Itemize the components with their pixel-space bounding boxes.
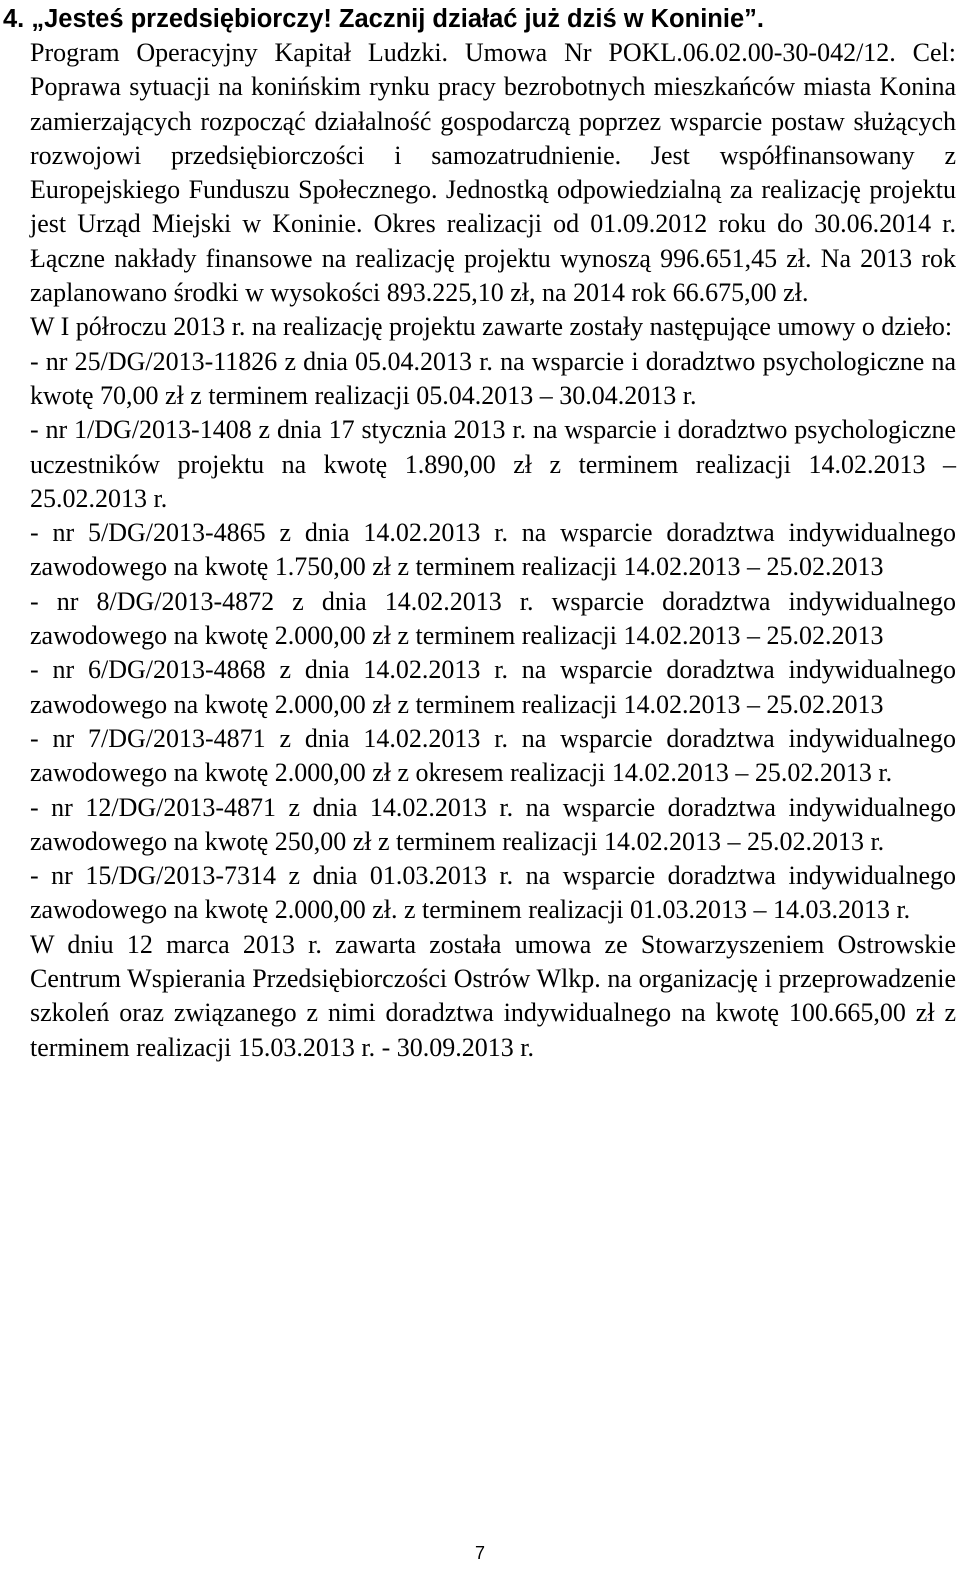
page-number: 7 <box>474 1543 485 1563</box>
closing-paragraph: W dniu 12 marca 2013 r. zawarta została umowa ze Stowarzyszeniem Ostrowskie Centrum Wspierania Przedsiębiorczości Ostrów Wlkp. na organizację i przeprowadzenie szkoleń oraz związanego z nimi doradztwa indywidualnego na kwotę 100.665,00 zł z terminem realizacji 15.03.2013 r. - 30.09.2013 r. <box>30 929 956 1062</box>
contract-item: - nr 1/DG/2013-1408 z dnia 17 stycznia 2013 r. na wsparcie i doradztwo psychologiczne uczestników projektu na kwotę 1.890,00 zł z terminem realizacji 14.02.2013 – 25.02.2013 r. <box>30 415 956 513</box>
contract-item: - nr 8/DG/2013-4872 z dnia 14.02.2013 r. wsparcie doradztwa indywidualnego zawodowego na kwotę 2.000,00 zł z terminem realizacji 14.02.2013 – 25.02.2013 <box>30 586 956 651</box>
section-heading: 4. „Jesteś przedsiębiorczy! Zacznij działać już dziś w Koninie”. <box>3 5 764 33</box>
contract-item: - nr 7/DG/2013-4871 z dnia 14.02.2013 r. na wsparcie doradztwa indywidualnego zawodowego na kwotę 2.000,00 zł z okresem realizacji 14.02.2013 – 25.02.2013 r. <box>30 723 956 788</box>
contract-item: - nr 25/DG/2013-11826 z dnia 05.04.2013 r. na wsparcie i doradztwo psychologiczne na kwotę 70,00 zł z terminem realizacji 05.04.2013 – 30.04.2013 r. <box>30 346 956 410</box>
section-body <box>30 36 956 1065</box>
contracts-intro: W I półroczu 2013 r. na realizację projektu zawarte zostały następujące umowy o dzieło: <box>30 312 953 342</box>
contract-item: - nr 15/DG/2013-7314 z dnia 01.03.2013 r. na wsparcie doradztwa indywidualnego zawodowego na kwotę 2.000,00 zł. z terminem realizacji 01.03.2013 – 14.03.2013 r. <box>30 861 956 925</box>
contract-item: - nr 5/DG/2013-4865 z dnia 14.02.2013 r. na wsparcie doradztwa indywidualnego zawodowego na kwotę 1.750,00 zł z terminem realizacji 14.02.2013 – 25.02.2013 <box>30 518 956 582</box>
intro-paragraph: Program Operacyjny Kapitał Ludzki. Umowa Nr POKL.06.02.00-30-042/12. Cel: Poprawa sytuacji na konińskim rynku pracy bezrobotnych mieszkańców miasta Konina zamierzających rozpocząć działalność gospodarczą poprzez wsparcie postaw służących rozwojowi przedsiębiorczości i samozatrudnienie. Jest współfinansowany z Europejskiego Funduszu Społecznego. Jednostką odpowiedzialną za realizację projektu jest Urząd Miejski w Koninie. Okres realizacji od 01.09.2012 roku do 30.06.2014 r. Łączne nakłady finansowe na realizację projektu wynoszą 996.651,45 zł. Na 2013 rok zaplanowano środki w wysokości 893.225,10 zł, na 2014 rok 66.675,00 zł. <box>30 38 956 308</box>
contract-item: - nr 12/DG/2013-4871 z dnia 14.02.2013 r. na wsparcie doradztwa indywidualnego zawodowego na kwotę 250,00 zł z terminem realizacji 14.02.2013 – 25.02.2013 r. <box>30 792 956 856</box>
document-page <box>3 0 956 1065</box>
contract-item: - nr 6/DG/2013-4868 z dnia 14.02.2013 r. na wsparcie doradztwa indywidualnego zawodowego na kwotę 2.000,00 zł z terminem realizacji 14.02.2013 – 25.02.2013 <box>30 655 956 719</box>
